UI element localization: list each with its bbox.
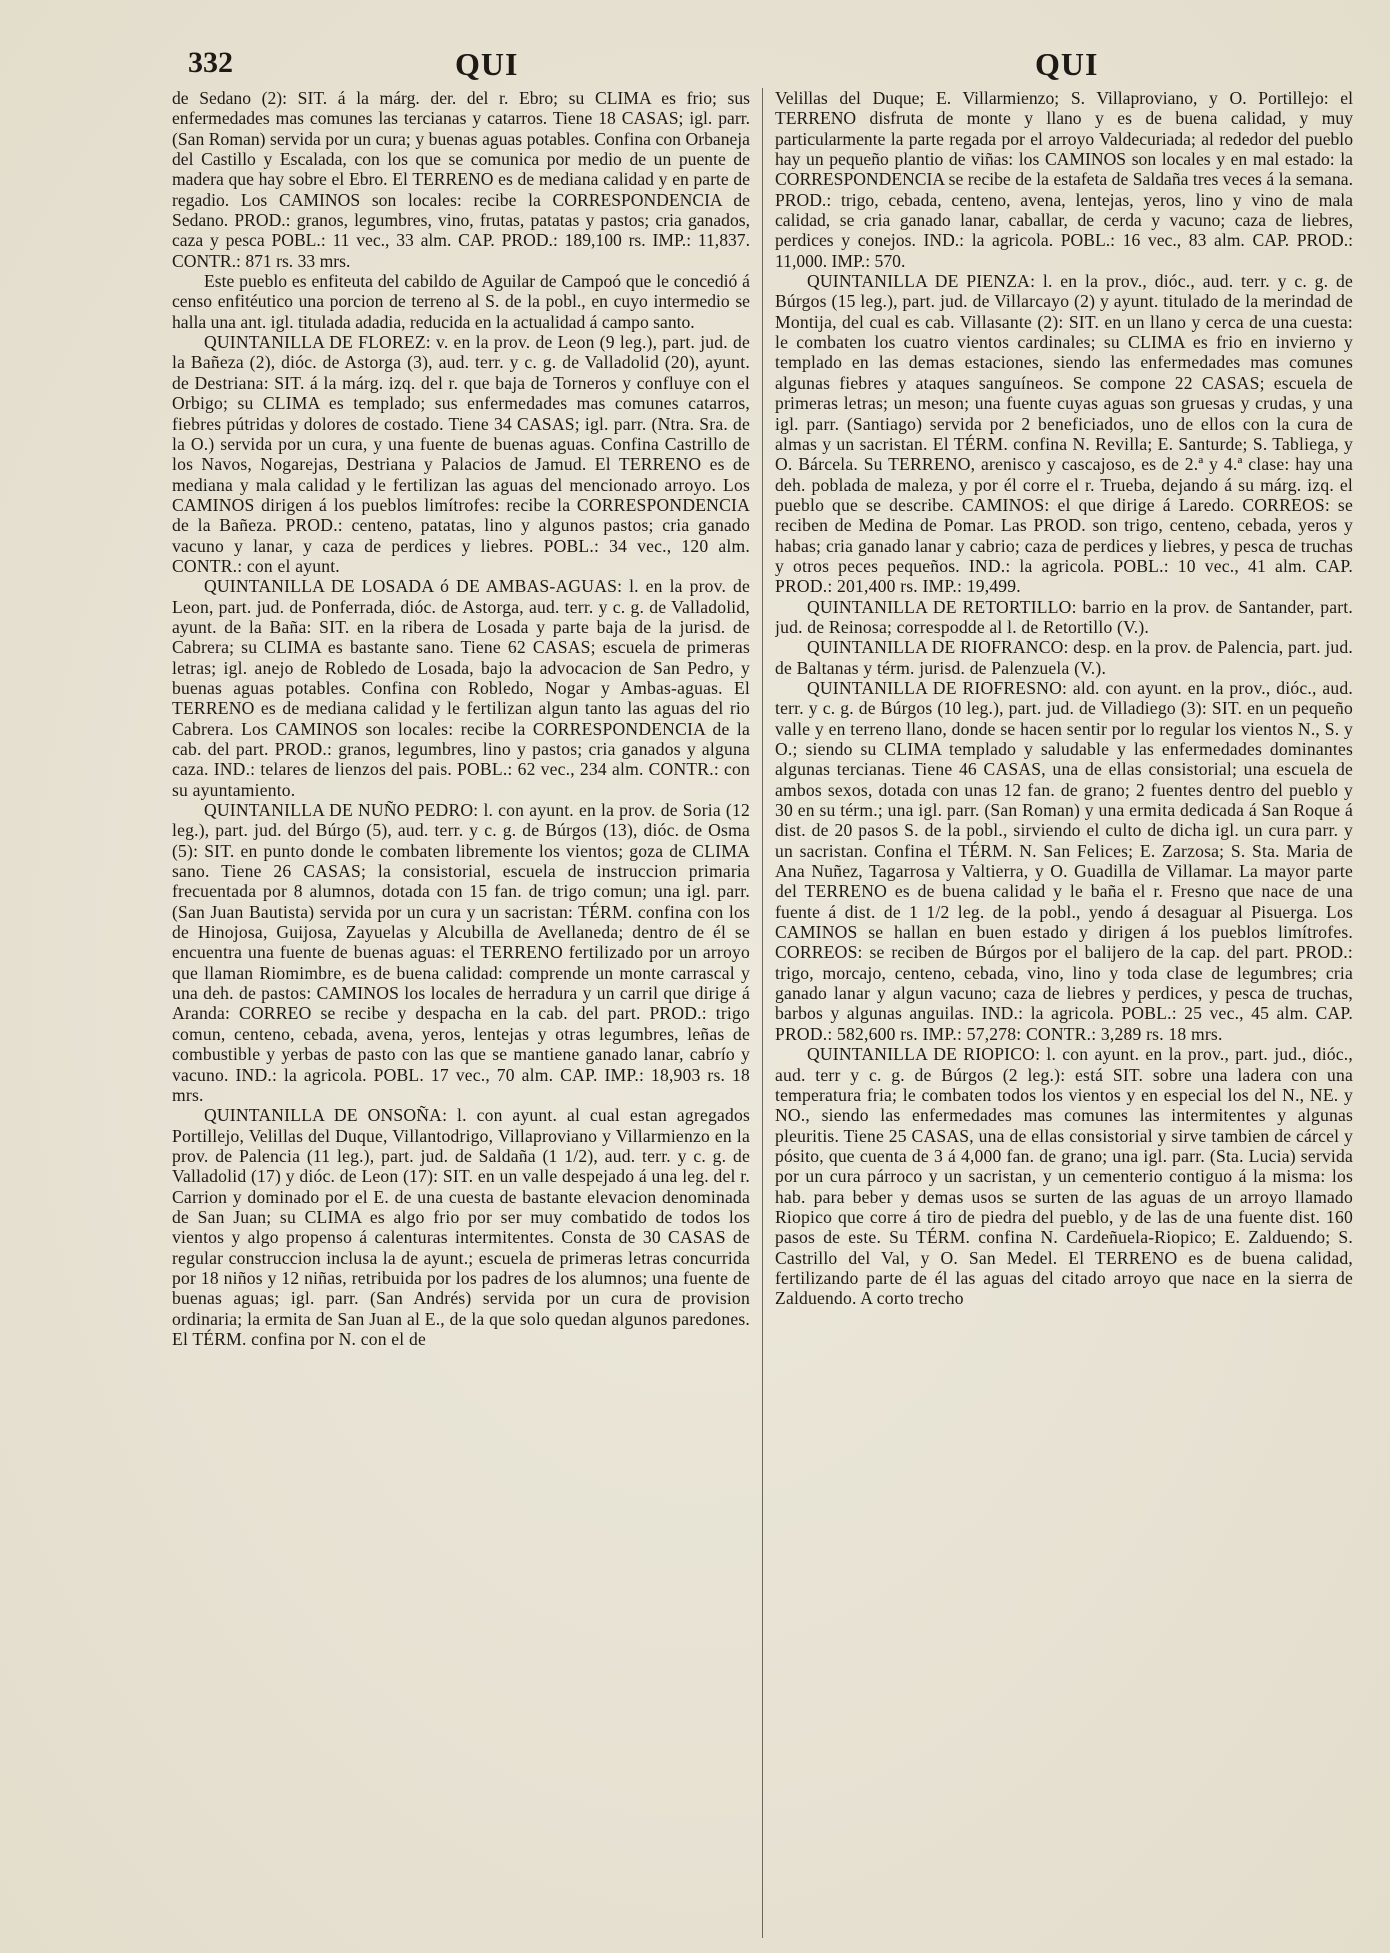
column-divider — [762, 88, 763, 1938]
entry-paragraph: QUINTANILLA DE LOSADA ó DE AMBAS-AGUAS: l. en la prov. de Leon, part. jud. de Ponferrada, dióc. de Astorga, aud. terr. y c. g. de Valladolid, ayunt. de la Baña: SIT. en la ribera de Losada y parte baja de la jurisd. de Cabrera; su CLIMA es bastante sano. Tiene 62 CASAS; escuela de primeras letras; igl. anejo de Robledo de Losada, bajo la advocacion de San Pedro, y buenas aguas potables. Confina con Robledo, Nogar y Ambas-aguas. El TERRENO es de mediana calidad y le fertilizan algun tanto las aguas del rio Cabrera. Los CAMINOS son locales: recibe la CORRESPONDENCIA de la cab. del part. PROD.: granos, legumbres, lino y pastos; cria ganados y alguna caza. IND.: telares de lienzos del pais. POBL.: 62 vec., 234 alm. CONTR.: con su ayuntamiento. — [172, 576, 750, 800]
entry-paragraph: QUINTANILLA DE RETORTILLO: barrio en la prov. de Santander, part. jud. de Reinosa; correspodde al l. de Retortillo (V.). — [775, 596, 1353, 637]
running-head-left: QUI — [455, 46, 519, 82]
right-column — [775, 88, 1353, 1938]
entry-paragraph: de Sedano (2): SIT. á la márg. der. del r. Ebro; su CLIMA es frio; sus enfermedades mas comunes las tercianas y catarros. Tiene 18 CASAS; igl. parr. (San Roman) servida por un cura; y buenas aguas potables. Confina con Orbaneja del Castillo y Escalada, con los que se comunica por medio de un puente de madera que hay sobre el Ebro. El TERRENO es de mediana calidad y en parte de regadio. Los CAMINOS son locales: recibe la CORRESPONDENCIA de Sedano. PROD.: granos, legumbres, vino, frutas, patatas y pastos; cria ganados, caza y pesca POBL.: 11 vec., 33 alm. CAP. PROD.: 189,100 rs. IMP.: 11,837. CONTR.: 871 rs. 33 mrs. — [172, 88, 750, 271]
entry-paragraph: QUINTANILLA DE RIOPICO: l. con ayunt. en la prov., part. jud., dióc., aud. terr y c. g. de Búrgos (2 leg.): está SIT. sobre una ladera con una temperatura fria; le combaten todos los vientos y en especial los del N., NE. y NO., siendo las enfermedades mas comunes las intermitentes y algunas pleuritis. Tiene 25 CASAS, una de ellas consistorial y sirve tambien de cárcel y pósito, que cuenta de 3 á 4,000 fan. de grano; una igl. parr. (Sta. Lucia) servida por un cura párroco y un sacristan, y un cementerio contiguo á la misma: los hab. para beber y demas usos se surten de las aguas de un arroyo llamado Riopico que corre á tiro de piedra del pueblo, y de las de una fuente dist. 160 pasos de este. Su TÉRM. confina N. Cardeñuela-Riopico; E. Zalduendo; S. Castrillo del Val, y O. San Medel. El TERRENO es de buena calidad, fertilizando parte de él las aguas del citado arroyo que nace en la sierra de Zalduendo. A corto trecho — [775, 1044, 1353, 1309]
entry-paragraph: QUINTANILLA DE NUÑO PEDRO: l. con ayunt. en la prov. de Soria (12 leg.), part. jud. del Búrgo (5), aud. terr. y c. g. de Búrgos (13), dióc. de Osma (5): SIT. en punto donde le combaten libremente los vientos; goza de CLIMA sano. Tiene 26 CASAS; la consistorial, escuela de instruccion primaria frecuentada por 8 alumnos, dotada con 15 fan. de trigo comun; una igl. parr. (San Juan Bautista) servida por un cura y un sacristan: TÉRM. confina con los de Hinojosa, Guijosa, Zayuelas y Alcubilla de Avellaneda; dentro de él se encuentra una fuente de buenas aguas: el TERRENO fertilizado por un arroyo que llaman Riomimbre, es de buena calidad: comprende un monte carrascal y una deh. de pastos: CAMINOS los locales de herradura y un carril que dirige á Aranda: CORREO se recibe y despacha en la cab. del part. PROD.: trigo comun, centeno, cebada, avena, yeros, lentejas y otras legumbres, leñas de combustible y yerbas de pasto con las que se mantiene ganado lanar, cabrío y vacuno. IND.: la agricola. POBL. 17 vec., 70 alm. CAP. IMP.: 18,903 rs. 18 mrs. — [172, 800, 750, 1105]
running-head-right: QUI — [1035, 46, 1099, 82]
entry-paragraph: QUINTANILLA DE RIOFRANCO: desp. en la prov. de Palencia, part. jud. de Baltanas y térm. jurisd. de Palenzuela (V.). — [775, 637, 1353, 678]
page-number: 332 — [188, 46, 233, 79]
left-column — [172, 88, 750, 1938]
entry-paragraph: QUINTANILLA DE PIENZA: l. en la prov., dióc., aud. terr. y c. g. de Búrgos (15 leg.), part. jud. de Villarcayo (2) y ayunt. titulado de la merindad de Montija, del cual es cab. Villasante (2): SIT. en un llano y cerca de una cuesta: le combaten los cuatro vientos cardinales; su CLIMA es frio en invierno y templado en las demas estaciones, siendo las enfermedades mas comunes algunas fiebres y ataques sanguíneos. Se compone 22 CASAS; escuela de primeras letras; un meson; una fuente cuyas aguas son gruesas y crudas, y una igl. parr. (Santiago) servida por 2 beneficiados, uno de ellos con la cura de almas y un sacristan. El TÉRM. confina N. Revilla; E. Santurde; S. Tabliega, y O. Bárcela. Su TERRENO, arenisco y cascajoso, es de 2.ª y 4.ª clase: hay una deh. poblada de maleza, y por él corre el r. Trueba, dejando á su márg. izq. el pueblo que se describe. CAMINOS: el que dirige á Laredo. CORREOS: se reciben de Medina de Pomar. Las PROD. son trigo, centeno, cebada, yeros y habas; cria ganado lanar y cabrio; caza de perdices y liebres, y pesca de truchas y otros peces pequeños. IND.: la agricola. POBL.: 10 vec., 41 alm. CAP. PROD.: 201,400 rs. IMP.: 19,499. — [775, 271, 1353, 597]
entry-paragraph: Este pueblo es enfiteuta del cabildo de Aguilar de Campoó que le concedió á censo enfitéutico una porcion de terreno al S. de la pobl., en cuyo intermedio se halla una ant. igl. titulada adadia, reducida en la actualidad á campo santo. — [172, 271, 750, 332]
entry-paragraph: QUINTANILLA DE FLOREZ: v. en la prov. de Leon (9 leg.), part. jud. de la Bañeza (2), dióc. de Astorga (3), aud. terr. y c. g. de Valladolid (20), ayunt. de Destriana: SIT. á la márg. izq. del r. que baja de Torneros y confluye con el Orbigo; su CLIMA es templado; sus enfermedades mas comunes catarros, fiebres pútridas y dolores de costado. Tiene 34 CASAS; igl. parr. (Ntra. Sra. de la O.) servida por un cura, y una fuente de buenas aguas. Confina Castrillo de los Navos, Nogarejas, Destriana y Palacios de Jamud. El TERRENO es de mediana y mala calidad y le fertilizan las aguas del mencionado arroyo. Los CAMINOS dirigen á los pueblos limítrofes: recibe la CORRESPONDENCIA de la Bañeza. PROD.: centeno, patatas, lino y algunos pastos; cria ganado vacuno y lanar, y caza de perdices y liebres. POBL.: 34 vec., 120 alm. CONTR.: con el ayunt. — [172, 332, 750, 576]
entry-paragraph: QUINTANILLA DE RIOFRESNO: ald. con ayunt. en la prov., dióc., aud. terr. y c. g. de Búrgos (10 leg.), part. jud. de Villadiego (3): SIT. en un pequeño valle y en terreno llano, donde se hacen sentir por lo regular los vientos N., S. y O.; siendo su CLIMA templado y saludable y las enfermedades dominantes algunas tercianas. Tiene 46 CASAS, una de ellas consistorial; una escuela de ambos sexos, dotada con unas 12 fan. de grano; 2 fuentes dentro del pueblo y 30 en su térm.; una igl. parr. (San Roman) y una ermita dedicada á San Roque á dist. de 20 pasos S. de la pobl., sirviendo el culto de dicha igl. un cura parr. y un sacristan. Confina el TÉRM. N. San Felices; E. Zarzosa; S. Sta. Maria de Ana Nuñez, Tagarrosa y Valtierra, y O. Guadilla de Villamar. La mayor parte del TERRENO es de buena calidad y le baña el r. Fresno que nace de una fuente á dist. de 1 1/2 leg. de la pobl., yendo á desaguar al Pisuerga. Los CAMINOS se hallan en buen estado y dirigen á los pueblos limítrofes. CORREOS: se reciben de Búrgos por el balijero de la cap. del part. PROD.: trigo, morcajo, centeno, cebada, vino, lino y toda clase de legumbres; cria ganado lanar y algun vacuno; caza de liebres y perdices, y pesca de truchas, barbos y algunas anguilas. IND.: la agricola. POBL.: 25 vec., 45 alm. CAP. PROD.: 582,600 rs. IMP.: 57,278: CONTR.: 3,289 rs. 18 mrs. — [775, 677, 1353, 1044]
entry-paragraph: QUINTANILLA DE ONSOÑA: l. con ayunt. al cual estan agregados Portillejo, Velillas del Duque, Villantodrigo, Villaproviano y Villarmienzo en la prov. de Palencia (11 leg.), part. jud. de Saldaña (1 1/2), aud. terr. y c. g. de Valladolid (17) y dióc. de Leon (17): SIT. en un valle despejado á una leg. del r. Carrion y dominado por el E. de una cuesta de bastante elevacion denominada de San Juan; su CLIMA es algo frio por ser muy combatido de todos los vientos y algo propenso á calenturas intermitentes. Consta de 30 CASAS de regular construccion inclusa la de ayunt.; escuela de primeras letras concurrida por 18 niños y 12 niñas, retribuida por los padres de los alumnos; una fuente de buenas aguas; igl. parr. (San Andrés) servida por un cura de provision ordinaria; la ermita de San Juan al E., de la que solo quedan algunos paredones. El TÉRM. confina por N. con el de — [172, 1105, 750, 1349]
entry-paragraph: Velillas del Duque; E. Villarmienzo; S. Villaproviano, y O. Portillejo: el TERRENO disfruta de monte y llano y es de buena calidad, y muy particularmente la parte regada por el arroyo Valdecuriada; al rededor del pueblo hay un pequeño plantio de viñas: los CAMINOS son locales y en mal estado: la CORRESPONDENCIA se recibe de la estafeta de Saldaña tres veces á la semana. PROD.: trigo, cebada, centeno, avena, lentejas, yeros, lino y vino de mala calidad, se cria ganado lanar, caballar, de cerda y vacuno; caza de liebres, perdices y conejos. IND.: la agricola. POBL.: 16 vec., 83 alm. CAP. PROD.: 11,000. IMP.: 570. — [775, 88, 1353, 271]
